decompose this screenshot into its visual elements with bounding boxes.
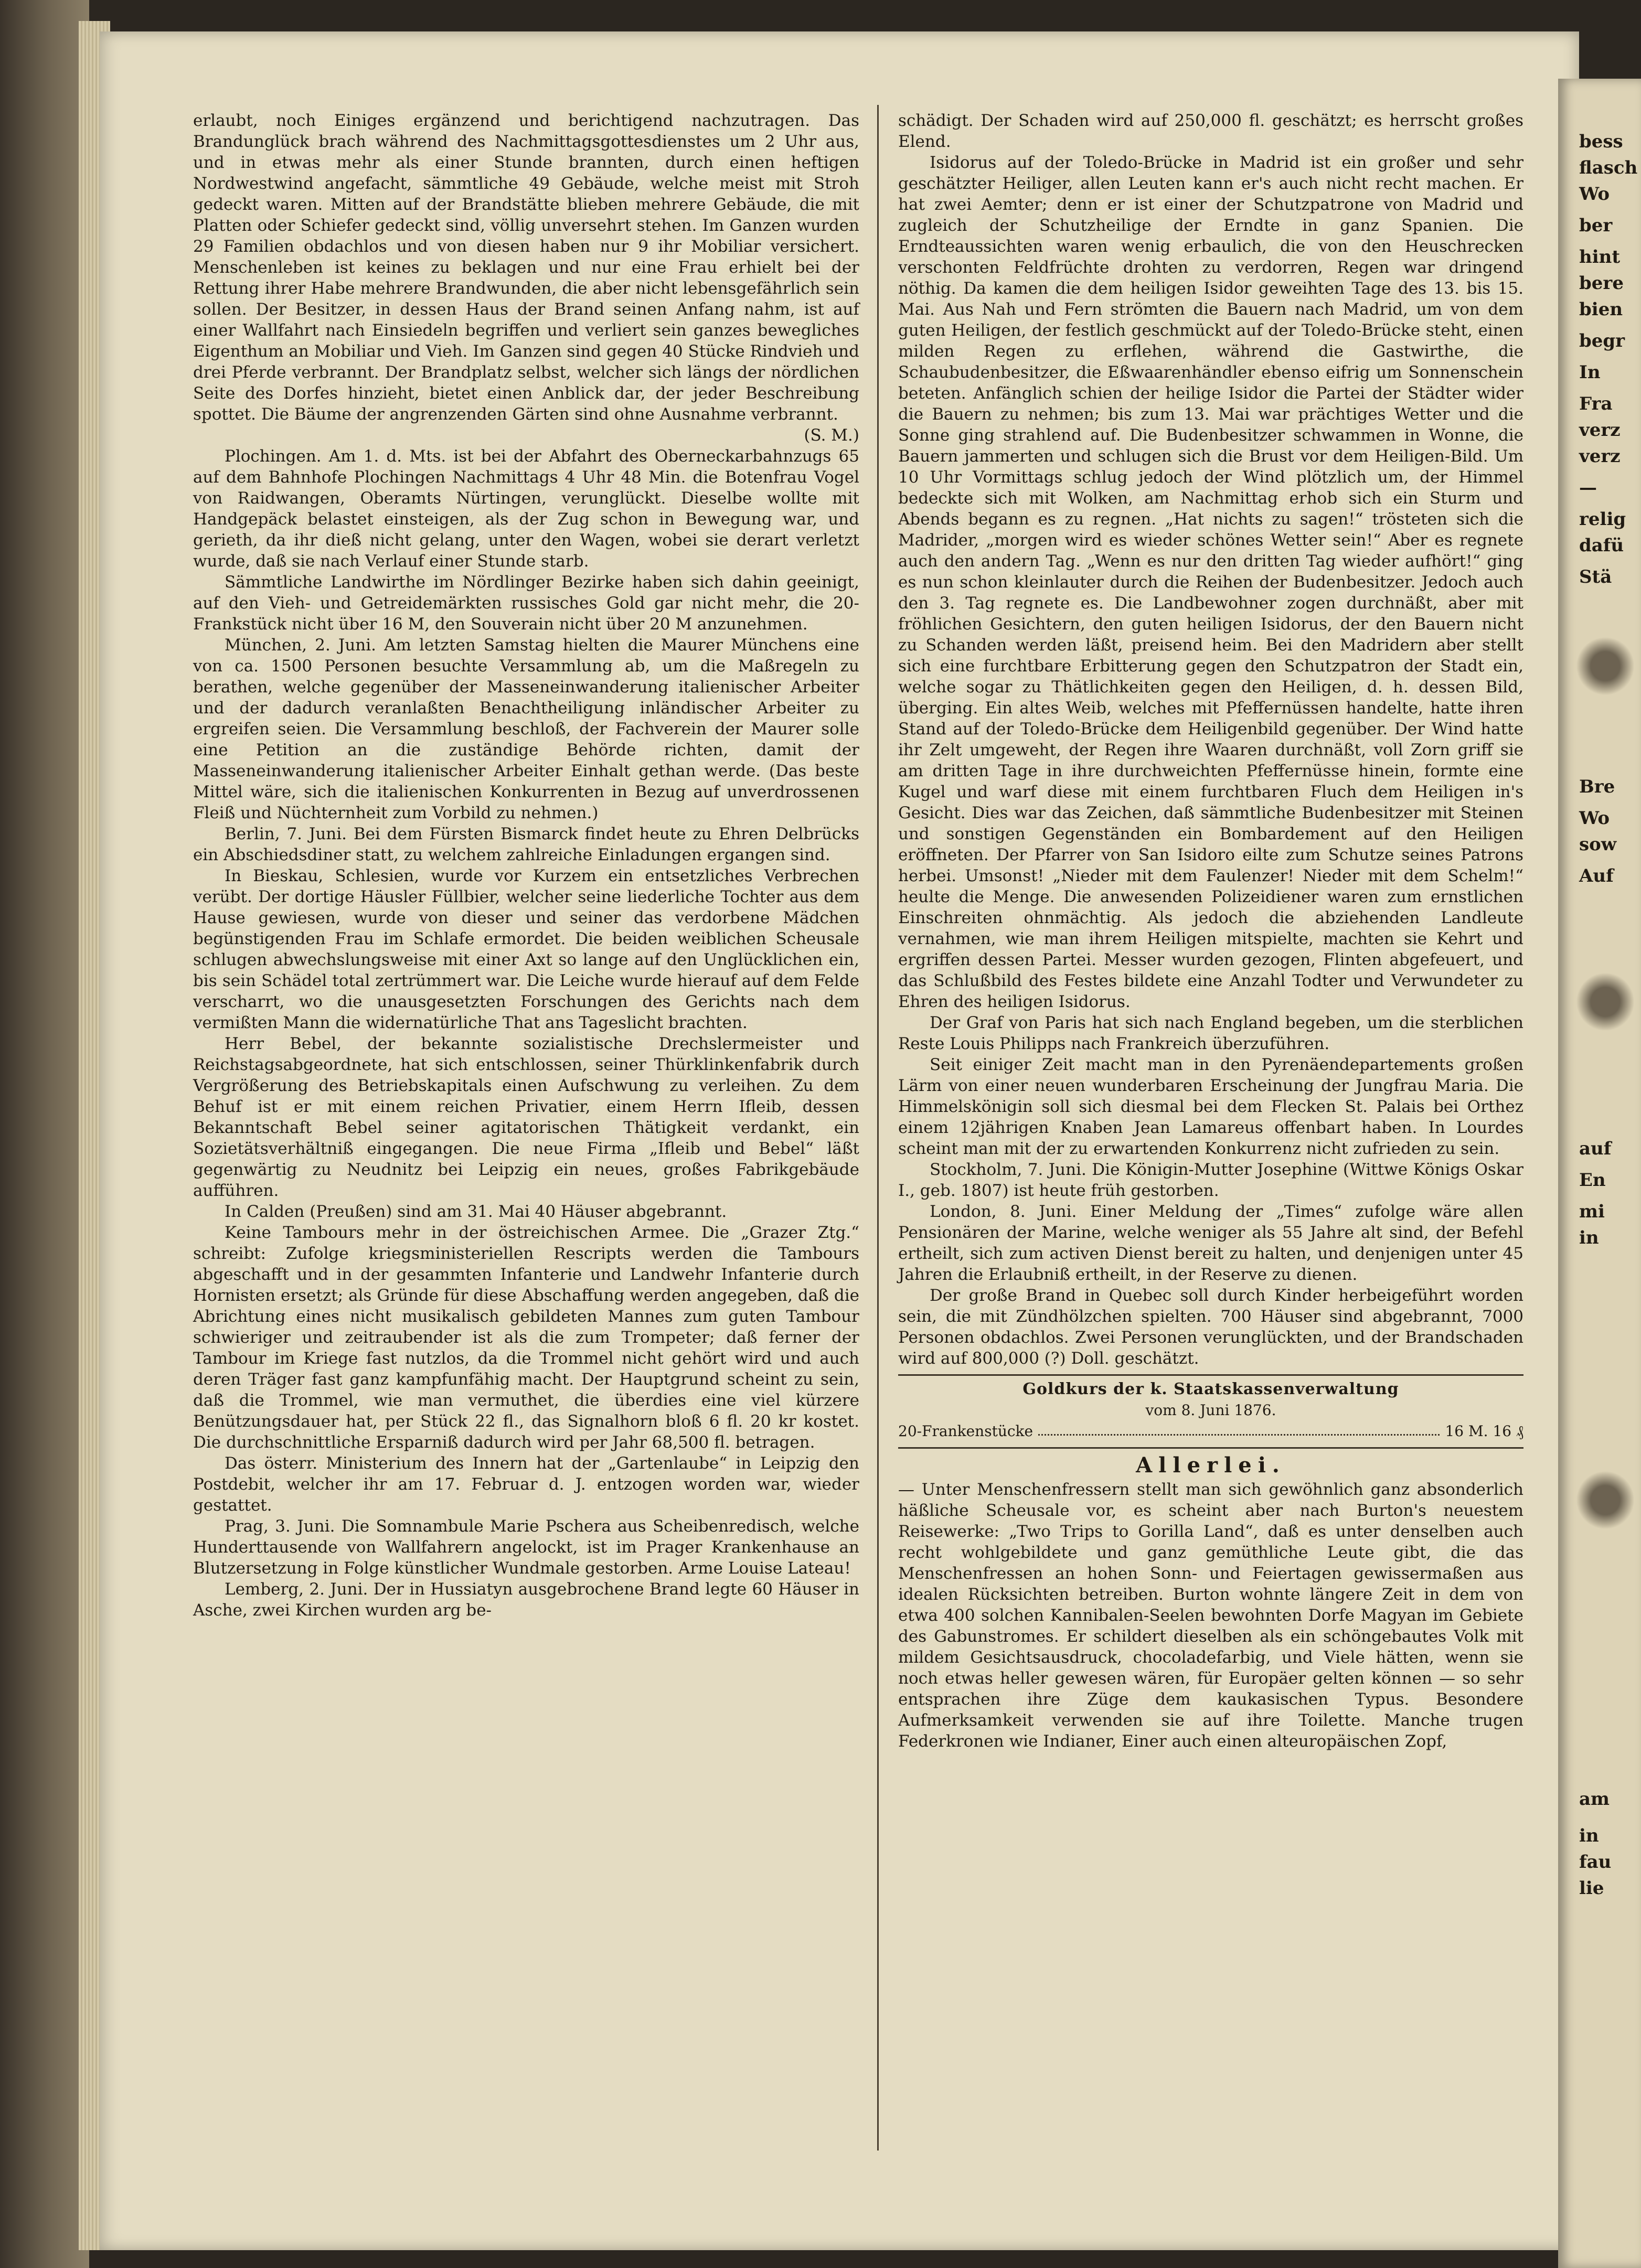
adjacent-page-text-fragment: Wo [1579,184,1610,205]
gold-rate-date: vom 8. Juni 1876. [1145,1402,1276,1419]
adjacent-page-text-fragment: dafü [1579,535,1624,556]
adjacent-page-text-fragment: auf [1579,1138,1612,1159]
article-paragraph: Seit einiger Zeit macht man in den Pyrenäendepartements großen Lärm von einer neuen wunderbaren Erscheinung der Jungfrau Maria. Die Himmelskönigin soll sich diesmal bei dem Flecken St. Palais bei Orthez einem 12jährigen Knaben Jean Lamareus offenbart haben. In Lourdes scheint man mit der zu erwartenden Konkurrenz nicht zufrieden zu sein. [898,1055,1523,1158]
article-paragraph: schädigt. Der Schaden wird auf 250,000 fl. geschätzt; es herrscht großes Elend. [898,111,1523,151]
adjacent-page-text-fragment: in [1579,1227,1599,1248]
adjacent-page-text-fragment: — [1579,477,1597,498]
adjacent-page-text-fragment: relig [1579,509,1626,530]
article-paragraph: Der Graf von Paris hat sich nach England begeben, um die sterblichen Reste Louis Philipps nach Frankreich überzuführen. [898,1013,1523,1053]
adjacent-page-text-fragment: Stä [1579,566,1612,587]
gold-rate-title: Goldkurs der k. Staatskassenverwaltung [1022,1380,1399,1398]
adjacent-page-text-fragment: sow [1579,834,1617,855]
adjacent-page-text-fragment: mi [1579,1201,1605,1222]
gold-rate-item: 20-Frankenstücke [898,1422,1033,1440]
box-bottom-rule [898,1447,1523,1449]
adjacent-page-text-fragment: bess [1579,131,1623,152]
article-paragraph: Prag, 3. Juni. Die Somnambule Marie Pschera aus Scheibenredisch, welche Hunderttausende von Wallfahrern angelockt, ist im Prager Krankenhause an Blutzersetzung in Folge künstlicher Wundmale gestorben. Arme Louise Lateau! [193,1517,859,1578]
adjacent-page-text-fragment: bere [1579,273,1624,294]
right-column [898,110,1523,1752]
adjacent-page-text-fragment: begr [1579,330,1625,351]
article-paragraph: erlaubt, noch Einiges ergänzend und berichtigend nachzutragen. Das Brandunglück brach während des Nachmittagsgottesdienstes um 2 Uhr aus, und in etwas mehr als einer Stunde brannten, durch einen heftigen Nordwestwind angefacht, sämmtliche 49 Gebäude, welche meist mit Stroh gedeckt waren. Mitten auf der Brandstätte blieben mehrere Gebäude, die mit Platten oder Schiefer gedeckt sind, völlig unversehrt stehen. Im Ganzen wurden 29 Familien obdachlos und von diesen haben nur 9 ihr Mobiliar versichert. Menschenleben ist keines zu beklagen und nur eine Frau erhielt bei der Rettung ihrer Habe mehrere Brandwunden, die aber nicht lebensgefährlich sein sollen. Der Besitzer, in dessen Haus der Brand seinen Anfang nahm, ist auf einer Wallfahrt nach Einsiedeln begriffen und verliert sein ganzes bewegliches Eigenthum an Mobiliar und Vieh. Im Ganzen sind gegen 40 Stücke Rindvieh und drei Pferde verbrannt. Der Brandplatz selbst, welcher sich längs der nördlichen Seite des Dorfes hinzieht, bietet einen Anblick dar, der jeder Beschreibung spottet. Die Bäume der angrenzenden Gärten sind ohne Ausnahme verbrannt. [193,111,859,424]
article-paragraph: Das österr. Ministerium des Innern hat der „Gartenlaube“ in Leipzig den Postdebit, welcher ihr am 17. Februar d. J. entzogen worden war, wieder gestattet. [193,1454,859,1515]
article-paragraph: Sämmtliche Landwirthe im Nördlinger Bezirke haben sich dahin geeinigt, auf den Vieh- und Getreidemärkten russisches Gold gar nicht mehr, die 20-Frankstück nicht über 16 M, den Souverain nicht über 20 M anzunehmen. [193,573,859,634]
right-articles [898,110,1523,1369]
adjacent-page-text-fragment: verz [1579,446,1621,467]
article-paragraph: London, 8. Juni. Einer Meldung der „Times“ zufolge wäre allen Pensionären der Marine, welche weniger als 55 Jahre alt sind, der Befehl ertheilt, sich zum activen Dienst bereit zu halten, und denjenigen unter 45 Jahren die Erlaubniß ertheilt, in der Reserve zu dienen. [898,1202,1523,1284]
article-paragraph: Herr Bebel, der bekannte sozialistische Drechslermeister und Reichstagsabgeordnete, hat sich entschlossen, seiner Thürklinkenfabrik durch Vergrößerung des Betriebskapitals einen Aufschwung zu verleihen. Zu dem Behuf ist er mit einem reichen Privatier, einem Herrn Ifleib, dessen Bekanntschaft Bebel seiner agitatorischen Thätigkeit verdankt, ein Sozietätsverhältniß eingegangen. Die neue Firma „Ifleib und Bebel“ läßt gegenwärtig zu Neudnitz bei Leipzig ein neues, großes Fabrikgebäude aufführen. [193,1034,859,1200]
adjacent-page-edge [1558,79,1641,2268]
adjacent-page-text-fragment: Auf [1579,865,1614,886]
article-paragraph: Plochingen. Am 1. d. Mts. ist bei der Abfahrt des Oberneckarbahnzugs 65 auf dem Bahnhofe Plochingen Nachmittags 4 Uhr 48 Min. die Botenfrau Vogel von Raidwangen, Oberamts Nürtingen, verunglückt. Dieselbe wollte mit Handgepäck belastet einsteigen, als der Zug schon in Bewegung war, und gerieth, da ihr dieß nicht gelang, unter den Wagen, wobei sie derart verletzt wurde, daß sie nach Verlauf einer Stunde starb. [193,447,859,571]
adjacent-page-text-fragment: Bre [1579,776,1615,797]
article-paragraph: München, 2. Juni. Am letzten Samstag hielten die Maurer Münchens eine von ca. 1500 Personen besuchte Versammlung ab, um die Maßregeln zu berathen, welche gegenüber der Masseneinwanderung italienischer Arbeiter und der dadurch veranlaßten Benachtheiligung inländischer Arbeiter zu ergreifen seien. Die Versammlung beschloß, der Fachverein der Maurer solle eine Petition an die zuständige Behörde richten, damit der Masseneinwanderung italienischer Arbeiter Einhalt gethan werde. (Das beste Mittel wäre, sich die italienischen Konkurrenten in Bezug auf unverdrossenen Fleiß und Nüchternheit zum Vorbild zu nehmen.) [193,636,859,822]
gold-rate-row [898,1421,1523,1442]
adjacent-page-text-fragment: In [1579,362,1601,383]
adjacent-page-illustration [1569,1469,1641,1532]
left-column [193,110,859,1621]
adjacent-page-text-fragment: verz [1579,420,1621,441]
leader-dots [1038,1421,1440,1436]
article-paragraph: Berlin, 7. Juni. Bei dem Fürsten Bismarck findet heute zu Ehren Delbrücks ein Abschiedsdiner statt, zu welchem zahlreiche Einladungen ergangen sind. [193,825,859,864]
allerlei-text: — Unter Menschenfressern stellt man sich gewöhnlich ganz absonderlich häßliche Scheusale vor, es scheint aber nach Burton's neuestem Reisewerke: „Two Trips to Gorilla Land“, daß es unter denselben auch recht wohlgebildete und ganz gemüthliche Leute gibt, die das Menschenfressen an hohen Sonn- und Feiertagen gewissermaßen aus idealen Rücksichten betreiben. Burton wohnte längere Zeit in dem von etwa 400 solchen Kannibalen-Seelen bewohnten Dorfe Magyan im Gebiete des Gabunstromes. Er schildert dieselben als ein schöngebautes Volk mit mildem Gesichtsausdruck, chocoladefarbig, und Viele hätten, wenn sie noch etwas heller gewesen wären, für Europäer gelten können — so sehr entsprachen ihre Züge dem kaukasischen Typus. Besondere Aufmerksamkeit verwenden sie auf ihre Toilette. Manche trugen Federkronen wie Indianer, Einer auch einen alteuropäischen Zopf, [898,1480,1523,1751]
book-binding [0,0,89,2268]
adjacent-page-text-fragment: En [1579,1170,1606,1191]
adjacent-page-text-fragment: in [1579,1825,1599,1846]
article-paragraph: Keine Tambours mehr in der östreichischen Armee. Die „Grazer Ztg.“ schreibt: Zufolge kriegsministeriellen Rescripts werden die Tambours abgeschafft und in der gesammten Infanterie und Landwehr Infanterie durch Hornisten ersetzt; als Gründe für diese Abschaffung werden angegeben, daß die Abrichtung eines nicht musikalisch gebildeten Mannes zum guten Tambour schwieriger und zeitraubender ist als die zum Trompeter; daß ferner der Tambour im Kriege fast nutzlos, da die Trommel nicht gehört wird und auch deren Träger fast ganz kampfunfähig macht. Der Hauptgrund scheint zu sein, daß die Trommel, wie man vermuthet, die überdies eine viel kürzere Benützungsdauer hat, per Stück 22 fl., das Signalhorn bloß 6 fl. 20 kr kostet. Die durchschnittliche Ersparniß dadurch wird per Jahr 68,500 fl. betragen. [193,1223,859,1452]
article-signature: (S. M.) [804,426,859,445]
article-paragraph: Der große Brand in Quebec soll durch Kinder herbeigeführt worden sein, die mit Zündhölzchen spielten. 700 Häuser sind abgebrannt, 7000 Personen obdachlos. Zwei Personen verunglückten, und der Brandschaden wird auf 800,000 (?) Doll. geschätzt. [898,1286,1523,1368]
adjacent-page-text-fragment: lie [1579,1878,1604,1899]
adjacent-page-text-fragment: bien [1579,299,1623,320]
adjacent-page-text-fragment: Wo [1579,808,1610,829]
article-paragraph: Isidorus auf der Toledo-Brücke in Madrid ist ein großer und sehr geschätzter Heiliger, allen Leuten kann er's auch nicht recht machen. Er hat zwei Aemter; denn er ist einer der Schutzpatrone von Madrid und zugleich der Schutzheilige der Erndte in ganz Spanien. Die Erndteaussichten waren wenig erbaulich, die von den Heuschrecken verschonten Feldfrüchte drohten zu verdorren, Regen war dringend nöthig. Da kamen die dem heiligen Isidor geweihten Tage des 13. bis 15. Mai. Aus Nah und Fern strömten die Bauern nach Madrid, um von dem guten Heiligen, der festlich geschmückt auf der Toledo-Brücke steht, einen milden Regen zu erflehen, während die Gastwirthe, die Schaubudenbesitzer, die Eßwaarenhändler ebenso eifrig um Sonnenschein beteten. Anfänglich schien der heilige Isidor die Partei der Städter wider die Bauern zu nehmen; bis zum 13. Mai war prächtiges Wetter und die Sonne ging strahlend auf. Die Budenbesitzer schwammen in Wonne, die Bauern jammerten und schlugen sich die Brust vor dem Heiligen-Bild. Um 10 Uhr Vormittags schlug jedoch der Wind plötzlich um, der Himmel bedeckte sich mit Wolken, am Nachmittag erhob sich ein Sturm und Abends begann es zu regnen. „Hat nichts zu sagen!“ trösteten sich die Madrider, „morgen wird es wieder schönes Wetter sein!“ Aber es regnete auch den andern Tag. „Wenn es nur den dritten Tag wieder aufhört!“ ging es nun schon kleinlauter durch die Reihen der Budenbesitzer. Jedoch auch den 3. Tag regnete es. Die Landbewohner zogen durchnäßt, aber mit fröhlichen Gesichtern, den guten heiligen Isidorus, der den Bauern nicht zu Schanden werden läßt, preisend heim. Bei den Madridern aber stellt sich eine furchtbare Erbitterung gegen den Schutzpatron der Stadt ein, welche sogar zu Thätlichkeiten gegen den Heiligen, d. h. dessen Bild, überging. Ein altes Weib, welches mit Pfeffernüssen handelte, hatte ihren Stand auf der Toledo-Brücke dem Heiligenbild gegenüber. Der Wind hatte ihr Zelt umgeweht, der Regen ihre Waaren durchnäßt, voll Zorn griff sie am dritten Tage in ihre durchweichten Pfeffernüsse hinein, formte eine Kugel und warf diese mit einem furchtbaren Fluch dem Heiligen in's Gesicht. Dies war das Zeichen, daß sämmtliche Budenbesitzer mit Steinen und sonstigen Gegenständen ein Bombardement auf den Heiligen eröffneten. Der Pfarrer von San Isidoro eilte zum Schutze seines Patrons herbei. Umsonst! „Nieder mit dem Faulenzer! Nieder mit dem Schelm!“ heulte die Menge. Die anwesenden Polizeidiener waren zum ernstlichen Einschreiten ohnmächtig. Als jedoch die abziehenden Landleute vernahmen, wie man ihrem Heiligen mitspielte, machten sie Kehrt und ergriffen dessen Partei. Messer wurden gezogen, Flinten abgefeuert, und das Schlußbild des Festes bildete eine Anzahl Todter und Verwundeter zu Ehren des heiligen Isidorus. [898,153,1523,1011]
adjacent-page-text-fragment: flasch [1579,157,1638,178]
column-divider [877,105,879,2151]
adjacent-page-text-fragment: Fra [1579,393,1613,414]
adjacent-page-text-fragment: fau [1579,1852,1612,1873]
article-paragraph: Stockholm, 7. Juni. Die Königin-Mutter Josephine (Wittwe Königs Oskar I., geb. 1807) ist heute früh gestorben. [898,1160,1523,1200]
allerlei-heading: Allerlei. [1136,1453,1286,1478]
article-paragraph: In Bieskau, Schlesien, wurde vor Kurzem ein entsetzliches Verbrechen verübt. Der dortige Häusler Füllbier, welcher seine liederliche Tochter aus dem Hause gewiesen, wurde von dieser und seiner das verdorbene Mädchen begünstigenden Frau im Schlafe ermordet. Die beiden weiblichen Scheusale schlugen abwechslungsweise mit einer Axt so lange auf den Unglücklichen ein, bis sein Schädel total zertrümmert war. Die Leiche wurde hierauf auf dem Felde verscharrt, wo die unausgesetzten Forschungen des Gerichts nach dem vermißten Mann die widernatürliche That ans Tageslicht brachten. [193,866,859,1032]
adjacent-page-text-fragment: hint [1579,247,1621,268]
adjacent-page-text-fragment: am [1579,1789,1610,1810]
adjacent-page-illustration [1569,970,1641,1033]
article-paragraph: In Calden (Preußen) sind am 31. Mai 40 Häuser abgebrannt. [225,1202,727,1221]
adjacent-page-illustration [1569,635,1641,698]
article-paragraph: Lemberg, 2. Juni. Der in Hussiatyn ausgebrochene Brand legte 60 Häuser in Asche, zwei Kirchen wurden arg be- [193,1580,859,1620]
adjacent-page-text-fragment: ber [1579,215,1613,236]
box-top-rule [898,1374,1523,1376]
gold-rate-value: 16 M. 16 ₰ [1445,1422,1523,1440]
